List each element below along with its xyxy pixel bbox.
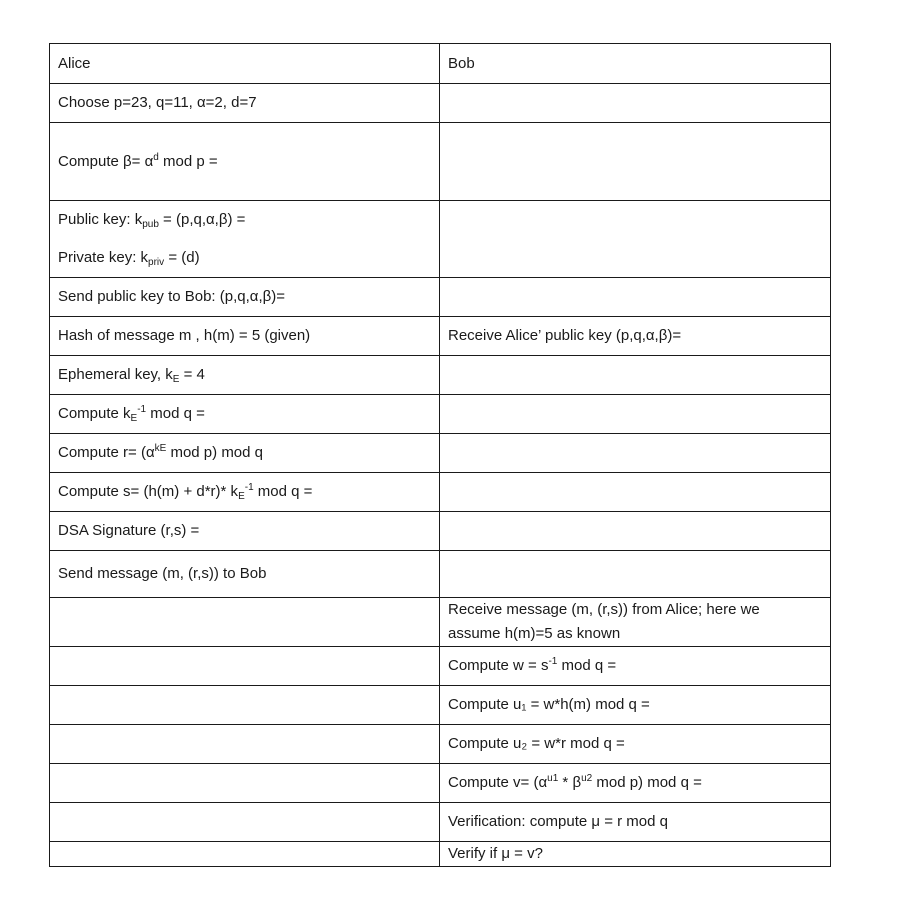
bob-cell: Receive Alice’ public key (p,q,α,β)=: [440, 317, 831, 356]
superscript: -1: [548, 656, 558, 667]
table-row: [50, 84, 831, 123]
table-row: [50, 434, 831, 473]
subscript: priv: [148, 257, 165, 268]
header-row: [50, 44, 831, 84]
table-row: [50, 803, 831, 842]
alice-cell-line: Private key: $k_{priv} = (d)$: [58, 249, 200, 268]
table-body: [50, 44, 831, 867]
table-row: [50, 395, 831, 434]
table-row: [50, 647, 831, 686]
bob-cell: [440, 598, 831, 647]
bob-cell: [440, 473, 831, 512]
alice-cell: [50, 725, 440, 764]
subscript: pub: [142, 219, 159, 230]
superscript: u1: [547, 773, 559, 784]
subscript: E: [238, 491, 245, 502]
bob-cell: [440, 201, 831, 278]
bob-cell: Verification: compute μ = r mod q: [440, 803, 831, 842]
table-row: [50, 725, 831, 764]
table-row: [50, 764, 831, 803]
alice-cell: [50, 598, 440, 647]
superscript: d: [153, 151, 159, 163]
table-row: [50, 123, 831, 201]
alice-cell: Send public key to Bob: (p,q,α,β)=: [50, 278, 440, 317]
table-row: [50, 598, 831, 647]
table-row: [50, 317, 831, 356]
alice-cell: Compute $r= (\alpha^{kE}$ mod p) mod q: [50, 434, 440, 473]
table-row: [50, 278, 831, 317]
bob-cell-line: assume h(m)=5 as known: [448, 625, 621, 642]
bob-cell: Verify if μ = v?: [440, 842, 831, 867]
table-row: [50, 842, 831, 867]
alice-cell: [50, 764, 440, 803]
table-row: [50, 551, 831, 598]
alice-cell: Compute s= (h(m) + d*r)* $k_E^{-1}$ mod q =: [50, 473, 440, 512]
bob-cell: [440, 123, 831, 201]
bob-cell: Compute $w = s^{-1}$ mod q =: [440, 647, 831, 686]
alice-cell: Choose p=23, q=11, α=2, d=7: [50, 84, 440, 123]
dsa-protocol-table: [49, 43, 831, 867]
alice-cell: [50, 201, 440, 278]
subscript: E: [130, 413, 138, 424]
bob-cell: [440, 434, 831, 473]
superscript: u2: [581, 773, 593, 784]
alice-cell: Send message (m, (r,s)) to Bob: [50, 551, 440, 598]
table-row: [50, 201, 831, 278]
alice-cell-line: Public key: $k_{pub} = (p,q,\alpha,\beta)$ =: [58, 211, 246, 230]
bob-cell: Compute $v= (\alpha^{u1} * \beta^{u2}$ mod p) mod q =: [440, 764, 831, 803]
alice-cell: Hash of message m , h(m) = 5 (given): [50, 317, 440, 356]
table-row: [50, 473, 831, 512]
alice-cell: [50, 842, 440, 867]
subscript: E: [172, 374, 180, 385]
table-row: [50, 356, 831, 395]
table-row: [50, 686, 831, 725]
bob-cell: [440, 356, 831, 395]
alice-cell: DSA Signature (r,s) =: [50, 512, 440, 551]
bob-cell: [440, 512, 831, 551]
superscript: -1: [137, 404, 147, 415]
bob-cell: Compute u₁ = w*h(m) mod q =: [440, 686, 831, 725]
bob-cell: [440, 84, 831, 123]
alice-cell: Compute $\beta= \alpha^d$ mod p =: [50, 123, 440, 201]
bob-cell: [440, 551, 831, 598]
bob-cell-line: Receive message (m, (r,s)) from Alice; here we: [448, 601, 760, 618]
alice-cell: [50, 803, 440, 842]
alice-cell: Compute $k_E^{-1}$ mod q =: [50, 395, 440, 434]
header-bob: Bob: [440, 44, 831, 84]
alice-cell: [50, 686, 440, 725]
superscript: -1: [244, 482, 254, 493]
header-alice: Alice: [50, 44, 440, 84]
bob-cell: Compute u₂ = w*r mod q =: [440, 725, 831, 764]
superscript: kE: [154, 443, 167, 454]
bob-cell: [440, 278, 831, 317]
alice-cell: [50, 647, 440, 686]
bob-cell: [440, 395, 831, 434]
table-row: [50, 512, 831, 551]
alice-cell: Ephemeral key, $k_E = 4$: [50, 356, 440, 395]
